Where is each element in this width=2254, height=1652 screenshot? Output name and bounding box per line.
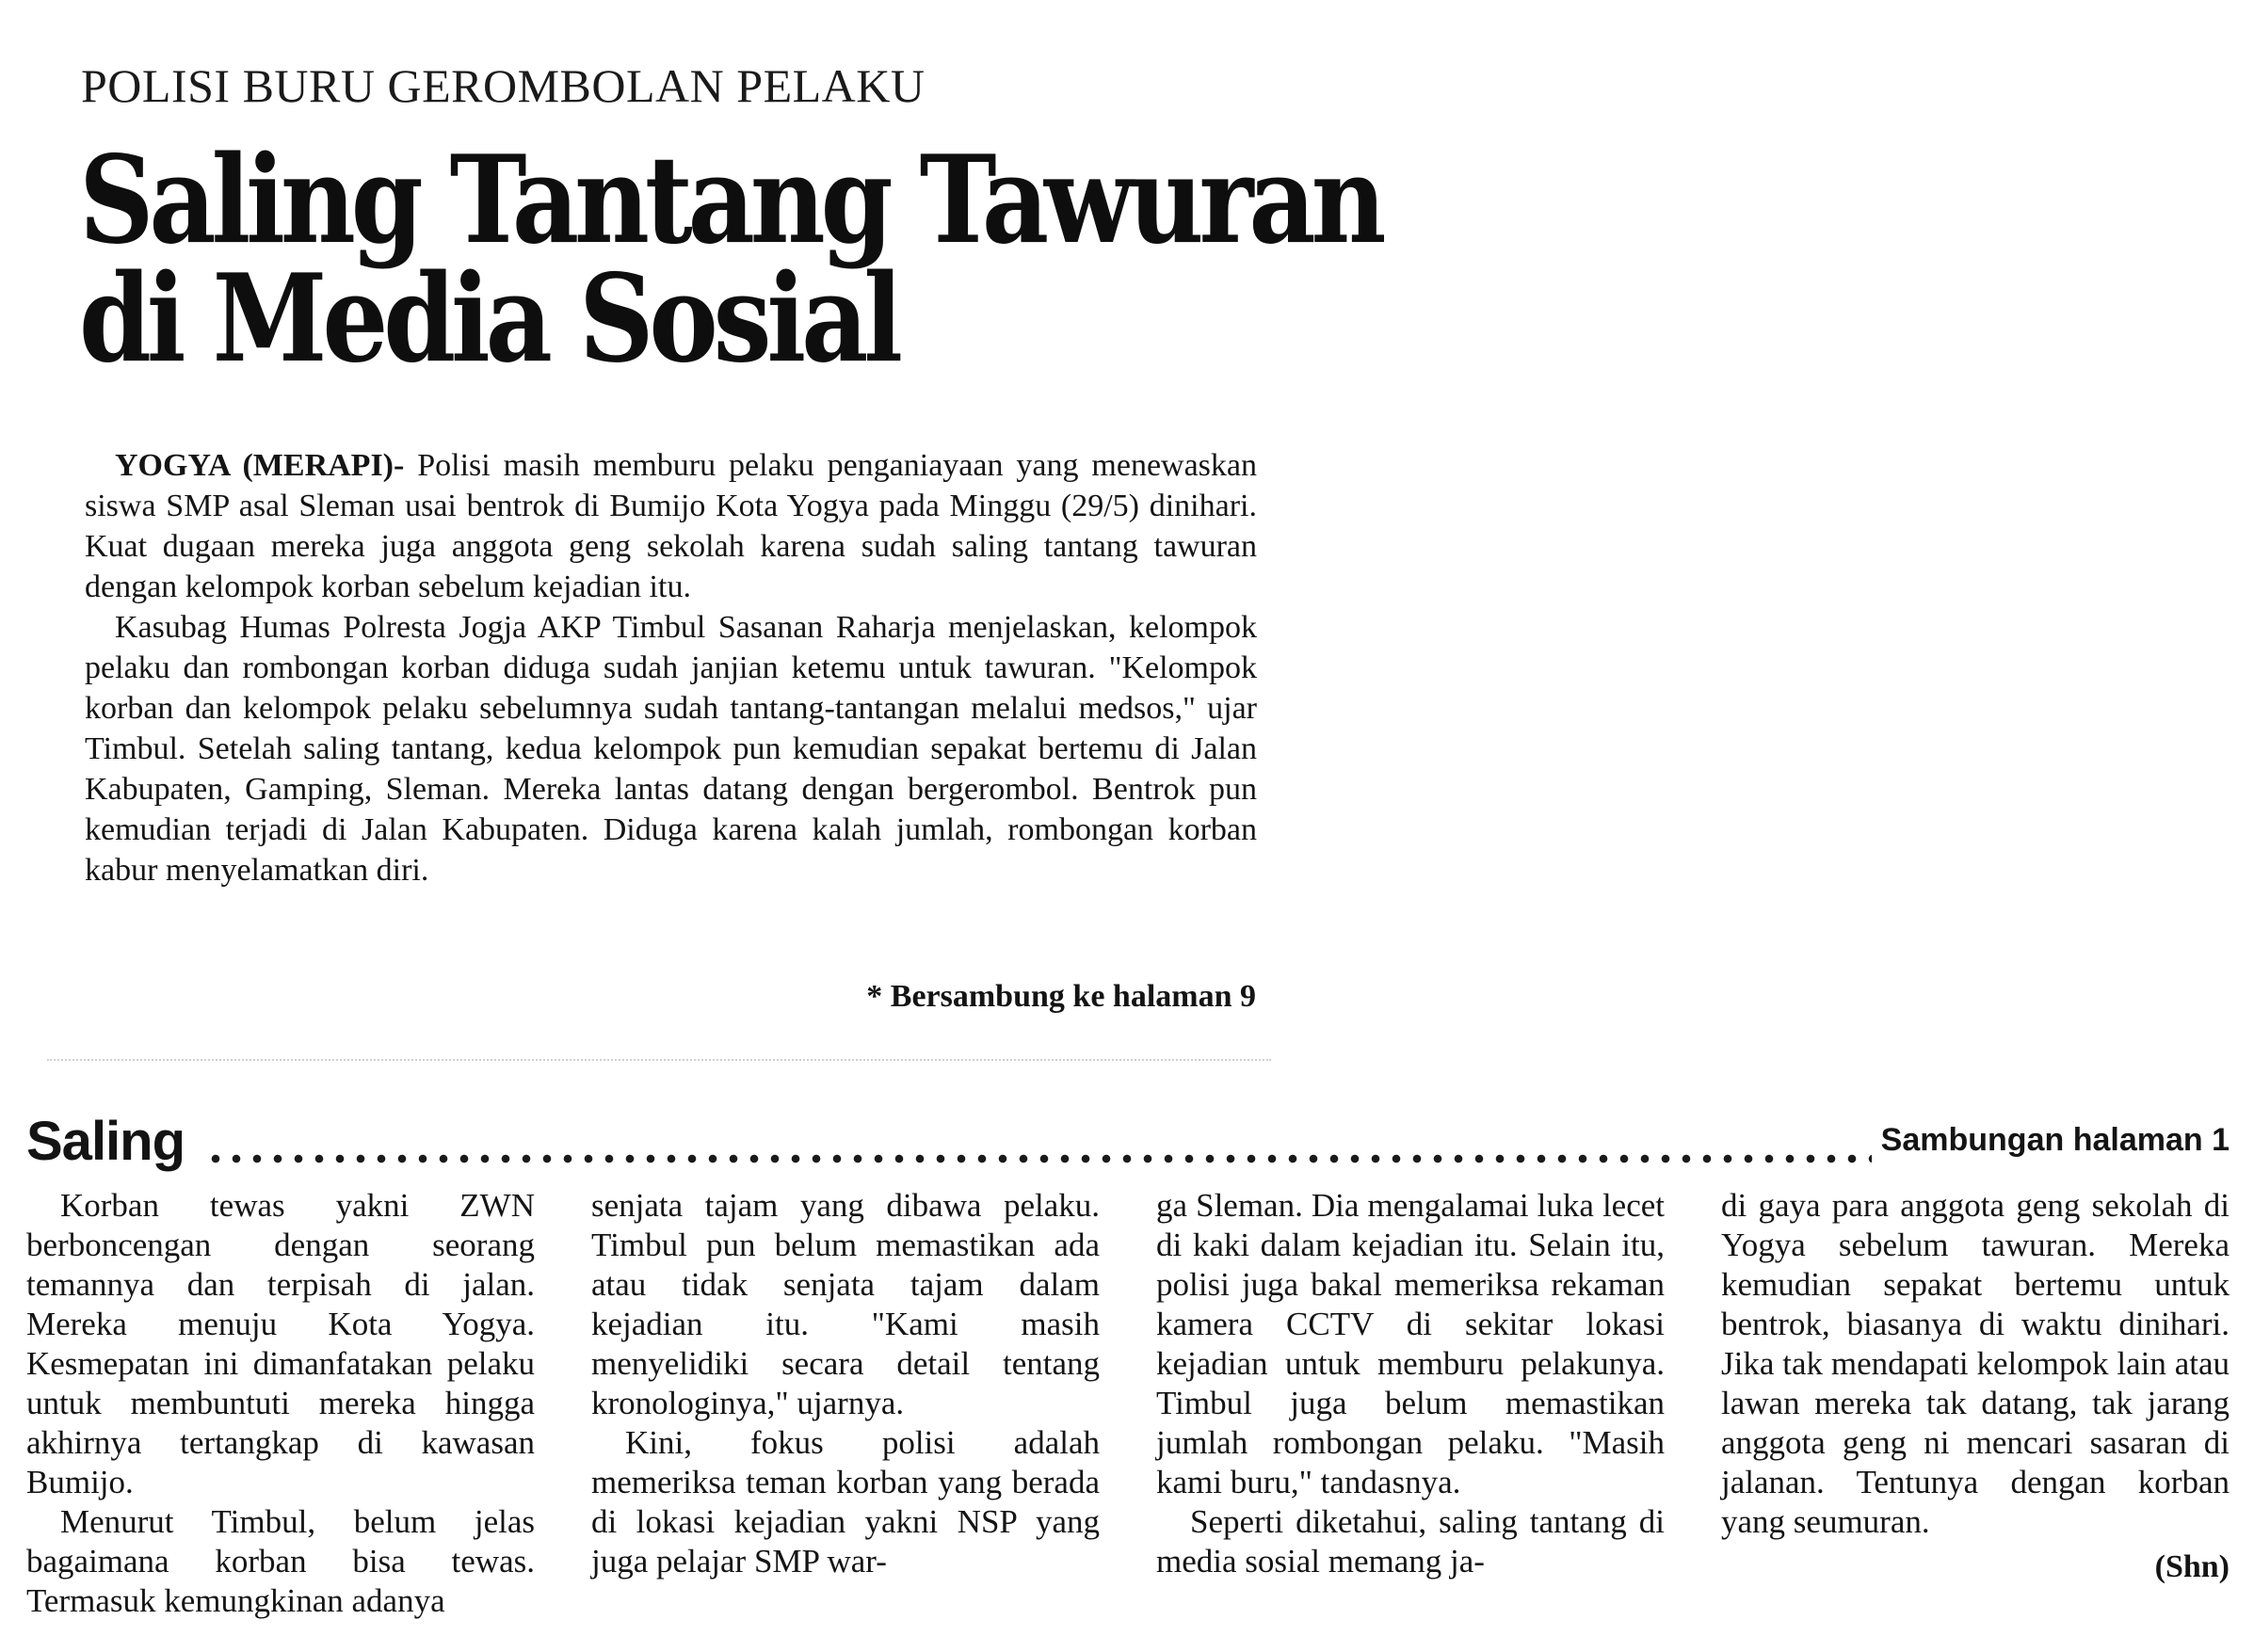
column-4 — [1721, 1186, 2230, 1542]
jump-word: Saling — [26, 1111, 185, 1172]
column-1-paragraph-1: Korban tewas yakni ZWN berboncengan dengan seorang temannya dan terpisah di jalan. Mereka menuju Kota Yogya. Kesmepatan ini dimanfatakan pelaku untuk membuntuti mereka hingga akhirnya tertangkap di kawasan Bumijo. — [26, 1187, 535, 1500]
headline — [79, 130, 1382, 390]
jump-from-label: Sambungan halaman 1 — [1880, 1122, 2230, 1158]
author-signoff: (Shn) — [2154, 1549, 2230, 1584]
dotted-leader — [205, 1154, 1872, 1163]
column-2-paragraph-2: Kini, fokus polisi adalah memeriksa teman korban yang berada di lokasi kejadian yakni NSP yang juga pelajar SMP war- — [591, 1424, 1100, 1580]
dateline: YOGYA (MERAPI)- — [115, 448, 405, 483]
jump-header — [26, 1109, 2230, 1175]
column-3-paragraph-2: Seperti diketahui, saling tantang di media sosial memang ja- — [1156, 1503, 1665, 1580]
continuation-columns — [26, 1186, 2230, 1628]
column-2 — [591, 1186, 1100, 1581]
headline-line-1: Saling Tantang Tawuran — [79, 130, 1382, 271]
column-2-paragraph-1: senjata tajam yang dibawa pelaku. Timbul pun belum memastikan ada atau tidak senjata tajam dalam kejadian itu. "Kami masih menyelidiki secara detail tentang kronologinya," ujarnya. — [591, 1187, 1100, 1421]
column-3 — [1156, 1186, 1665, 1581]
lead-body — [85, 445, 1257, 890]
lead-paragraph-2: Kasubag Humas Polresta Jogja AKP Timbul Sasanan Raharja menjelaskan, kelompok pelaku dan rombongan korban diduga sudah janjian ketemu untuk tawuran. "Kelompok korban dan kelompok pelaku sebelumnya sudah tantang-tantangan melalui medsos," ujar Timbul. Setelah saling tantang, kedua kelompok pun kemudian sepakat bertemu di Jalan Kabupaten, Gamping, Sleman. Mereka lantas datang dengan bergerombol. Bentrok pun kemudian terjadi di Jalan Kabupaten. Diduga karena kalah jumlah, rombongan korban kabur menyelamatkan diri. — [85, 610, 1257, 888]
lead-paragraph-1 — [85, 445, 1257, 607]
headline-line-2: di Media Sosial — [79, 249, 898, 390]
kicker: POLISI BURU GEROMBOLAN PELAKU — [81, 59, 926, 112]
column-1-paragraph-2: Menurut Timbul, belum jelas bagaimana korban bisa tewas. Termasuk kemungkinan adanya — [26, 1503, 535, 1619]
column-3-paragraph-1: ga Sleman. Dia mengalamai luka lecet di kaki dalam kejadian itu. Selain itu, polisi juga bakal memeriksa rekaman kamera CCTV di sekitar lokasi kejadian untuk memburu pelakunya. Timbul juga belum memastikan jumlah rombongan pelaku. "Masih kami buru," tandasnya. — [1156, 1187, 1665, 1500]
lead-paragraph-1-text: Polisi masih memburu pelaku penganiayaan yang menewaskan siswa SMP asal Sleman usai bentrok di Bumijo Kota Yogya pada Minggu (29/5) dinihari. Kuat dugaan mereka juga anggota geng sekolah karena sudah saling tantang tawuran dengan kelompok korban sebelum kejadian itu. — [85, 448, 1257, 604]
column-1 — [26, 1186, 535, 1621]
section-divider — [47, 1059, 1271, 1063]
continued-note: * Bersambung ke halaman 9 — [866, 979, 1256, 1014]
column-4-paragraph-1: di gaya para anggota geng sekolah di Yogya sebelum tawuran. Mereka kemudian sepakat bertemu untuk bentrok, biasanya di waktu dinihari. Jika tak mendapati kelompok lain atau lawan mereka tak datang, tak jarang anggota geng ni mencari sasaran di jalanan. Tentunya dengan korban yang seumuran. — [1721, 1187, 2230, 1540]
